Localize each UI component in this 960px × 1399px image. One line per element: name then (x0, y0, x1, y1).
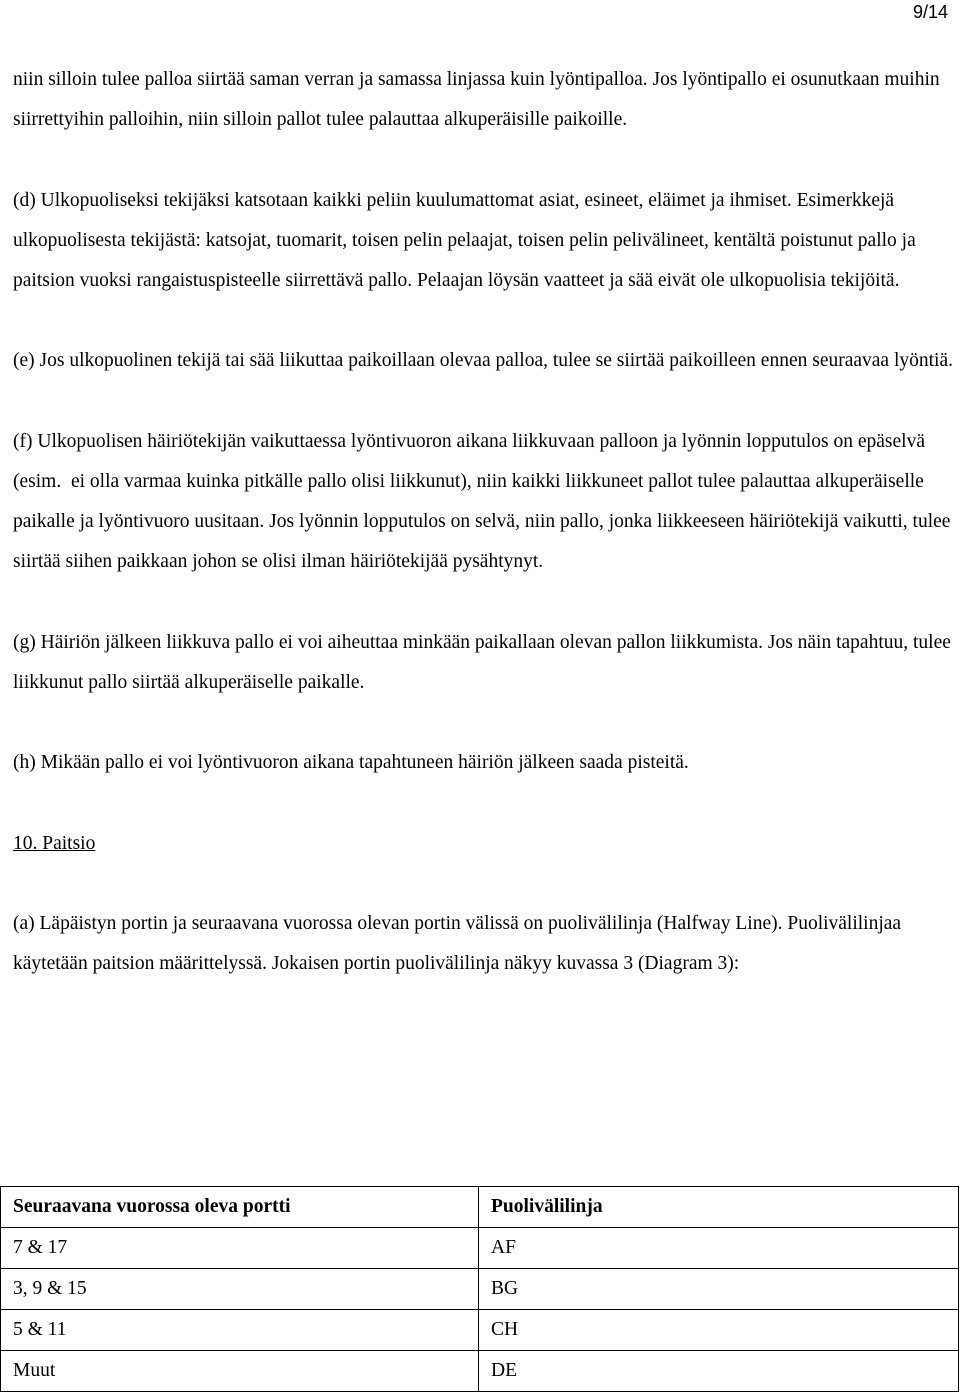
table-cell: BG (479, 1269, 959, 1310)
table-header-row (1, 1187, 959, 1228)
table-cell: 5 & 11 (1, 1310, 479, 1351)
table-row (1, 1310, 959, 1351)
table-cell: DE (479, 1351, 959, 1392)
document-body (13, 60, 956, 985)
paragraph-continuation: niin silloin tulee palloa siirtää saman verran ja samassa linjassa kuin lyöntipalloa. Jos lyöntipallo ei osunutkaan muihin siirrettyihin palloihin, niin silloin pallot tulee palauttaa alkuperäisille paikoille. (13, 69, 945, 131)
table-cell: CH (479, 1310, 959, 1351)
table-row (1, 1269, 959, 1310)
halfway-line-table (0, 1186, 959, 1392)
table-cell: 7 & 17 (1, 1228, 479, 1269)
paragraph-h: (h) Mikään pallo ei voi lyöntivuoron aikana tapahtuneen häiriön jälkeen saada pisteitä. (13, 752, 689, 774)
page-number: 9/14 (912, 2, 948, 22)
paragraph-a: (a) Läpäistyn portin ja seuraavana vuorossa olevan portin välissä on puolivälilinja (Halfway Line). Puolivälilinjaa käytetään paitsion määrittelyssä. Jokaisen portin puolivälilinja näkyy kuvassa 3 (Diagram 3): (13, 913, 906, 975)
paragraph-d: (d) Ulkopuoliseksi tekijäksi katsotaan kaikki peliin kuulumattomat asiat, esineet, eläimet ja ihmiset. Esimerkkejä ulkopuolisesta tekijästä: katsojat, tuomarit, toisen pelin pelaajat, toisen pelin pelivälineet, kentältä poistunut pallo ja paitsion vuoksi rangaistuspisteelle siirrettävä pallo. Pelaajan löysän vaatteet ja sää eivät ole ulkopuolisia tekijöitä. (13, 189, 921, 291)
table-cell: 3, 9 & 15 (1, 1269, 479, 1310)
table-header-cell: Puolivälilinja (479, 1187, 959, 1228)
paragraph-g: (g) Häiriön jälkeen liikkuva pallo ei voi aiheuttaa minkään paikallaan olevan pallon liikkumista. Jos näin tapahtuu, tulee liikkunut pallo siirtää alkuperäiselle paikalle. (13, 631, 956, 693)
table-cell: AF (479, 1228, 959, 1269)
table-cell: Muut (1, 1351, 479, 1392)
paragraph-f: (f) Ulkopuolisen häiriötekijän vaikuttaessa lyöntivuoron aikana liikkuvaan palloon ja lyönnin lopputulos on epäselvä (esim. ei olla varmaa kuinka pitkälle pallo olisi liikkunut), niin kaikki liikkuneet pallot tulee palauttaa alkuperäiselle paikalle ja lyöntivuoro uusitaan. Jos lyönnin lopputulos on selvä, niin pallo, jonka liikkeeseen häiriötekijä vaikutti, tulee siirtää siihen paikkaan johon se olisi ilman häiriötekijää pysähtynyt. (13, 430, 956, 573)
paragraph-e: (e) Jos ulkopuolinen tekijä tai sää liikuttaa paikoillaan olevaa palloa, tulee se siirtää paikoilleen ennen seuraavaa lyöntiä. (13, 350, 953, 372)
table-row (1, 1351, 959, 1392)
section-heading: 10. Paitsio (13, 832, 96, 854)
table-header-cell: Seuraavana vuorossa oleva portti (1, 1187, 479, 1228)
table-row (1, 1228, 959, 1269)
